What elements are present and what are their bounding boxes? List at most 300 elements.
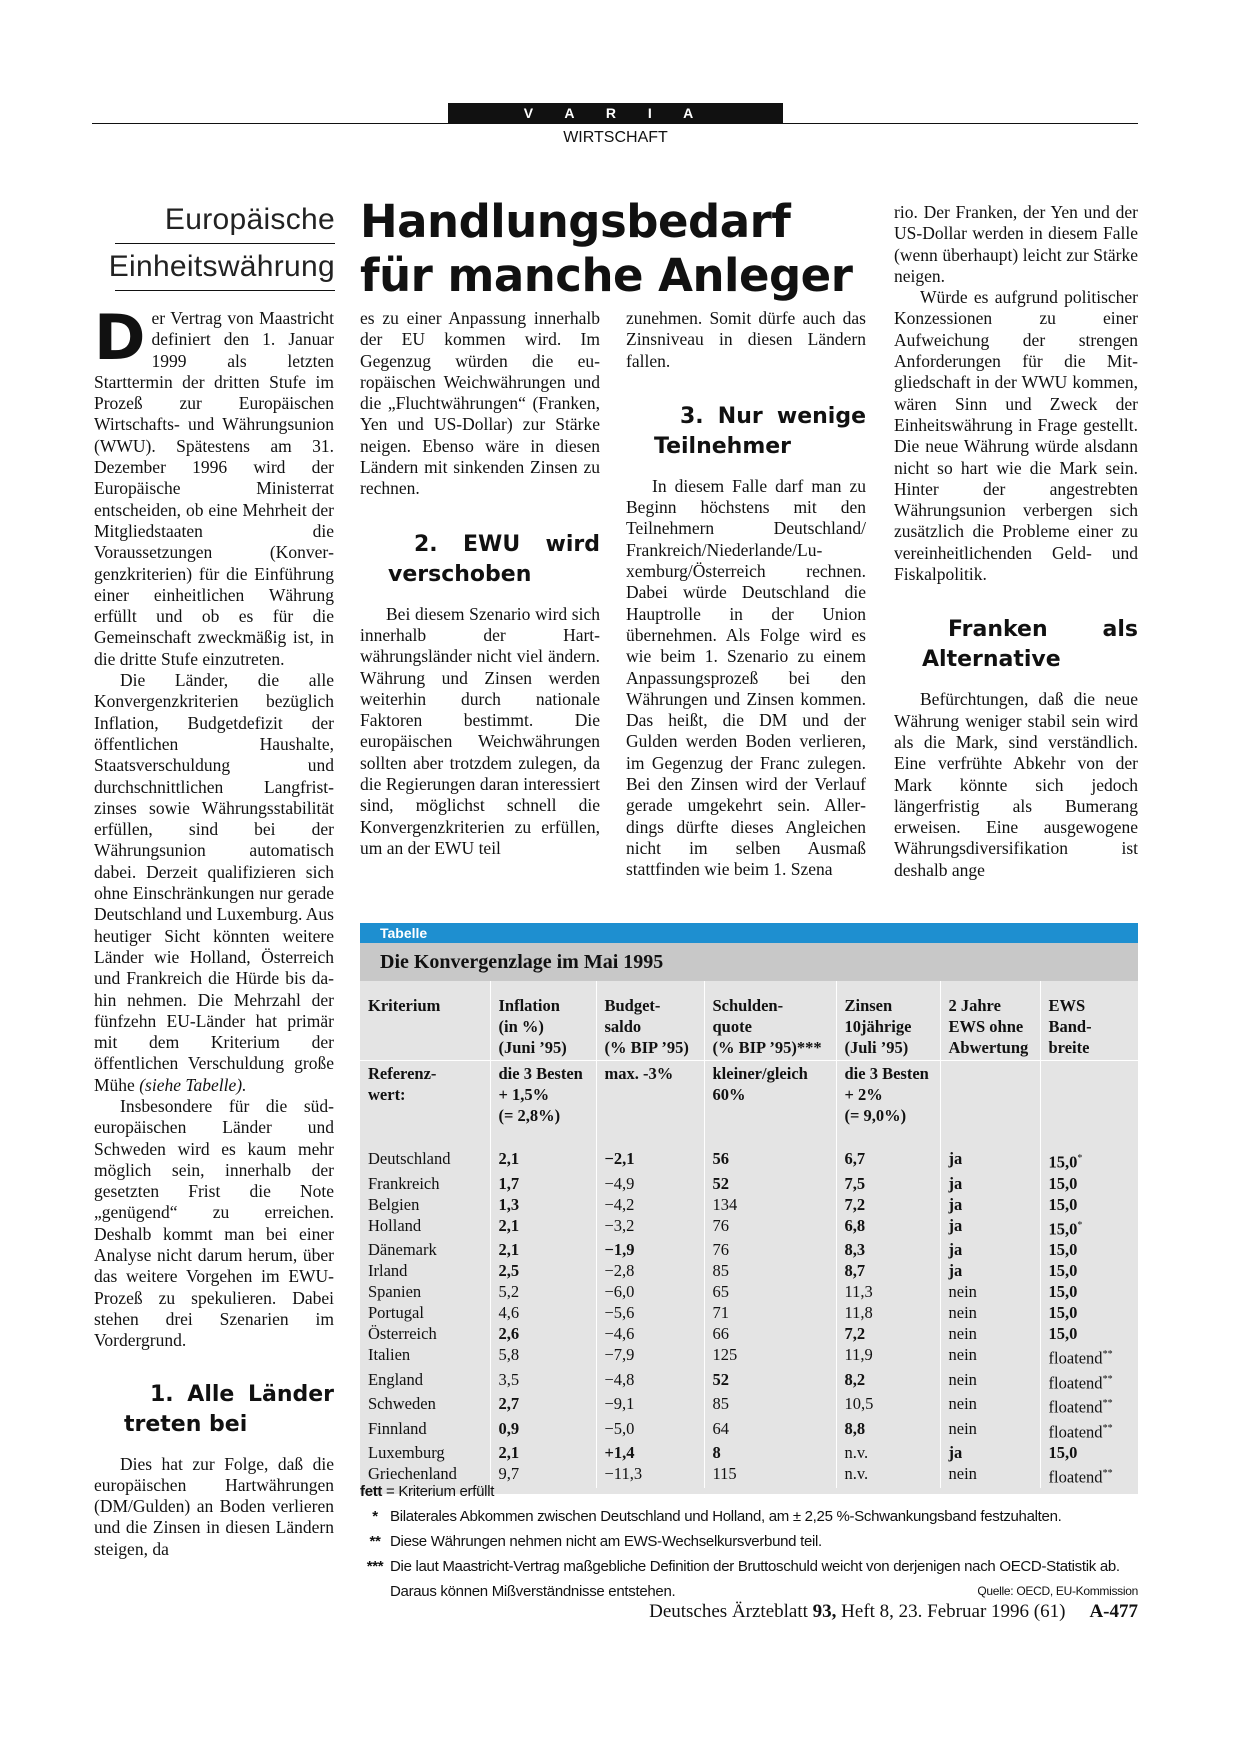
paragraph-continuation-3: rio. Der Franken, der Yen und der US-Dollar werden in diesem Falle (wenn überhaupt) leicht zur Stärke neigen. — [894, 202, 1138, 286]
legend-bold-text: = Kriterium erfüllt — [382, 1483, 495, 1500]
cell-value: 8 — [712, 1443, 721, 1462]
table-header-text: EWS ohne — [948, 1017, 1024, 1036]
cell-value: England — [368, 1369, 423, 1389]
table-header-cell — [836, 981, 940, 1061]
cell-value: −3,2 — [604, 1215, 635, 1235]
table-header-text: EWS — [1048, 996, 1086, 1015]
journal-issue: Heft 8, 23. Februar 1996 (61) — [836, 1601, 1066, 1622]
footnote — [360, 1554, 1138, 1579]
article-column-4 — [894, 202, 1138, 881]
table-cell — [836, 1344, 940, 1369]
cell-value: 10,5 — [844, 1394, 874, 1413]
table-reference-row-cell — [940, 1061, 1040, 1149]
table-row — [360, 1281, 1138, 1302]
kicker-line-2: Einheitswährung — [108, 250, 335, 283]
table-cell — [704, 1302, 836, 1323]
table-cell — [1040, 1215, 1138, 1240]
table-cell — [704, 1260, 836, 1281]
paragraph-scenario-3: In diesem Falle darf man zu Beginn höchstens mit den Teilnehmern Deutschland/ Frankreich/Niederlande/Luxemburg/Österreich rechnen. Dabei würde Deutschland die Hauptrolle in der Union übernehmen. Als Folge wird es wie beim 1. Szenario zu einem Anpassungsprozeß bei den Währungen und Zinsen kommen. Das heißt, die DM und der Gulden werden Boden verlieren, im Gegenzug der Franc zulegen. Bei den Zinsen wird der Verlauf gerade umgekehrt sein. Allerdings dürfte dieses Angleichen nicht im selben Ausmaß stattfinden wie beim 1. Szena — [626, 475, 866, 880]
table-header — [360, 981, 1138, 1061]
table-cell — [490, 1442, 596, 1463]
paragraph-intro — [94, 301, 334, 670]
cell-value: 52 — [712, 1369, 729, 1389]
cell-value: 15,0 — [1048, 1324, 1078, 1343]
cell-value: 15,0 — [1048, 1152, 1078, 1172]
country-name — [360, 1302, 490, 1323]
cell-value: 2,1 — [498, 1443, 520, 1462]
cell-value: 8,7 — [844, 1261, 866, 1280]
table-reference-row-text: Referenz- — [368, 1064, 437, 1083]
cell-value: −7,9 — [604, 1345, 635, 1364]
cell-value: Spanien — [368, 1282, 422, 1301]
table-notes — [360, 1479, 1138, 1604]
table-cell — [596, 1239, 704, 1260]
cell-value: ja — [948, 1443, 963, 1462]
journal-volume: 93, — [812, 1601, 837, 1622]
table-row — [360, 1323, 1138, 1344]
table-cell — [836, 1323, 940, 1344]
cell-value: 1,3 — [498, 1194, 520, 1214]
footnote-mark: * — [372, 1508, 378, 1525]
table-header-cell — [940, 981, 1040, 1061]
table-cell — [1040, 1323, 1138, 1344]
cell-value: Italien — [368, 1345, 411, 1364]
table-cell — [940, 1323, 1040, 1344]
country-name — [360, 1344, 490, 1369]
footnote-text: Diese Währungen nehmen nicht am EWS-Wechselkursverbund teil. — [390, 1533, 822, 1550]
cell-value: 6,8 — [844, 1215, 866, 1235]
table-cell — [1040, 1393, 1138, 1418]
cell-value: 15,0 — [1048, 1443, 1078, 1462]
cell-value: Portugal — [368, 1303, 424, 1322]
table-cell — [940, 1194, 1040, 1215]
country-name — [360, 1323, 490, 1344]
table-cell — [490, 1260, 596, 1281]
table-header-text: saldo — [604, 1017, 642, 1036]
cell-value: floatend — [1048, 1348, 1103, 1368]
country-name — [360, 1260, 490, 1281]
table-cell — [704, 1148, 836, 1173]
cell-value: floatend — [1048, 1373, 1103, 1392]
table-source: Quelle: OECD, EU-Kommission — [977, 1584, 1138, 1598]
cell-value: 5,8 — [498, 1345, 520, 1364]
headline-line-1: Handlungsbedarf — [360, 195, 791, 248]
country-name — [360, 1239, 490, 1260]
kicker-line-1: Europäische — [164, 203, 335, 236]
cell-value: 8,3 — [844, 1240, 866, 1259]
table-cell — [1040, 1302, 1138, 1323]
cell-value: 9,7 — [498, 1464, 520, 1483]
paragraph-intro-text: er Vertrag von Maastricht definiert den 1. Januar 1999 als letzten Starttermin der dritten Stufe im Prozeß zur Europäischen Wirtschafts- und Währungsunion (WWU). Spätestens am 31. Dezember 1996 wird der Europäische Ministerrat entscheiden, ob eine Mehrheit der Mitgliedstaaten die Voraussetzungen (Konvergenzkriterien) für die Einführung einer einheitlichen Währung erfüllt und ob es für die Gemeinschaft zweckmäßig ist, in die dritte Stufe einzutreten. — [94, 308, 334, 669]
table-row — [360, 1148, 1138, 1173]
headline-line-2: für manche Anleger — [360, 249, 853, 302]
table-cell — [940, 1344, 1040, 1369]
table-header-text: (% BIP ’95) — [604, 1038, 689, 1057]
table-cell — [596, 1173, 704, 1194]
footnote-marker: * — [1077, 1219, 1083, 1231]
table-cell — [704, 1418, 836, 1443]
table-reference-row-cell — [360, 1061, 490, 1149]
table-cell — [490, 1302, 596, 1323]
table-cell — [596, 1302, 704, 1323]
legend-bold — [360, 1479, 1138, 1504]
footnote-text: Daraus können Mißverständnisse entstehen. — [390, 1583, 676, 1600]
table-cell — [836, 1369, 940, 1394]
table-header-cell — [704, 981, 836, 1061]
table-cell — [596, 1442, 704, 1463]
country-name — [360, 1281, 490, 1302]
paragraph-continuation-2: zunehmen. Somit dürfe auch das Zinsniveau in diesen Ländern fallen. — [626, 308, 866, 371]
cell-value: nein — [948, 1464, 977, 1483]
cell-value: −2,8 — [604, 1261, 635, 1280]
cell-value: nein — [948, 1394, 977, 1413]
footnote-marker: ** — [1102, 1373, 1113, 1385]
cell-value: −4,6 — [604, 1324, 635, 1343]
table-cell — [940, 1173, 1040, 1194]
cell-value: ja — [948, 1173, 963, 1193]
cell-value: −6,0 — [604, 1282, 635, 1301]
table-cell — [490, 1239, 596, 1260]
cell-value: 5,2 — [498, 1282, 520, 1301]
table-cell — [940, 1418, 1040, 1443]
table-cell — [596, 1344, 704, 1369]
table-header-cell — [490, 981, 596, 1061]
table-header-cell — [596, 981, 704, 1061]
table-cell — [836, 1302, 940, 1323]
table-cell — [490, 1281, 596, 1302]
table-cell — [836, 1418, 940, 1443]
table-header-text: Inflation — [498, 996, 560, 1015]
table-cell — [1040, 1260, 1138, 1281]
cell-value: −4,9 — [604, 1173, 635, 1193]
table-cell — [704, 1173, 836, 1194]
cell-value: Dänemark — [368, 1240, 437, 1259]
cell-value: 85 — [712, 1261, 729, 1280]
cell-value: 8,8 — [844, 1418, 866, 1438]
cell-value: 2,6 — [498, 1324, 520, 1343]
table-cell — [490, 1369, 596, 1394]
table-header-text: breite — [1048, 1038, 1090, 1057]
article-column-2 — [360, 308, 600, 859]
table-reference: (siehe Tabelle). — [139, 1074, 247, 1095]
paragraph-countries — [94, 670, 334, 1096]
table-reference-row-cell — [490, 1061, 596, 1149]
table-cell — [940, 1260, 1040, 1281]
table-cell — [1040, 1418, 1138, 1443]
table-reference-row-text: die 3 Besten — [844, 1064, 929, 1083]
table-header-text: Budget- — [604, 996, 661, 1015]
table-cell — [596, 1418, 704, 1443]
table-cell — [836, 1393, 940, 1418]
table-header-text: Band- — [1048, 1017, 1092, 1036]
table-cell — [490, 1194, 596, 1215]
cell-value: Holland — [368, 1215, 422, 1235]
table-header-text: Zinsen — [844, 996, 893, 1015]
footnote-marker: ** — [1102, 1349, 1113, 1360]
kicker-rule-1 — [115, 243, 335, 244]
section-banner: V A R I A — [448, 103, 783, 123]
article-column-1 — [94, 301, 334, 1560]
table-cell — [836, 1215, 940, 1240]
journal-name: Deutsches Ärzteblatt — [649, 1601, 813, 1622]
table-cell — [836, 1173, 940, 1194]
table-cell — [1040, 1173, 1138, 1194]
table-reference-row-text: (= 2,8%) — [498, 1106, 561, 1125]
table-header-text: 10jährige — [844, 1017, 912, 1036]
table-header-text: quote — [712, 1017, 752, 1036]
drop-cap: D — [94, 301, 146, 374]
cell-value: ja — [948, 1149, 963, 1168]
footnote-text: Die laut Maastricht-Vertrag maßgebliche Definition der Bruttoschuld weicht von derjenigen nach OECD-Statistik ab. — [390, 1558, 1120, 1575]
table-reference-row-cell — [596, 1061, 704, 1149]
country-name — [360, 1194, 490, 1215]
table-reference-row-text: (= 9,0%) — [844, 1106, 907, 1125]
table-reference-row-text: die 3 Besten — [498, 1064, 583, 1083]
table-reference-row-text: kleiner/gleich — [712, 1064, 808, 1083]
table-cell — [940, 1369, 1040, 1394]
table-reference-row-cell — [704, 1061, 836, 1149]
table-cell — [940, 1442, 1040, 1463]
cell-value: 52 — [712, 1173, 729, 1193]
cell-value: 56 — [712, 1149, 729, 1168]
cell-value: 71 — [712, 1303, 729, 1322]
table-cell — [596, 1194, 704, 1215]
cell-value: −9,1 — [604, 1394, 635, 1413]
table-row — [360, 1369, 1138, 1394]
table-cell — [704, 1344, 836, 1369]
header-rule — [92, 123, 1138, 124]
table-cell — [1040, 1239, 1138, 1260]
cell-value: −5,6 — [604, 1303, 635, 1322]
table-row — [360, 1393, 1138, 1418]
table-cell — [596, 1281, 704, 1302]
table-reference-row-text: + 1,5% — [498, 1085, 550, 1104]
cell-value: 11,3 — [844, 1282, 873, 1301]
subhead-scenario-2: 2. EWU wird verschoben — [388, 531, 600, 587]
paragraph-south: Insbesondere für die südeuropäischen Länder und Schweden wird es kaum mehr möglich sein, innerhalb der gesetzten Frist die Note „genügend“ zu erreichen. Deshalb kommt man bei einer Analyse nicht darum herum, über das weitere Vorgehen im EWU-Prozeß zu spekulieren. Dabei stehen drei Szenarien im Vordergrund. — [94, 1095, 334, 1351]
table-title: Die Konvergenzlage im Mai 1995 — [360, 943, 1138, 981]
cell-value: 3,5 — [498, 1369, 520, 1389]
cell-value: floatend — [1048, 1422, 1103, 1441]
article-column-3 — [626, 308, 866, 881]
table-cell — [596, 1148, 704, 1173]
table-row — [360, 1442, 1138, 1463]
table-cell — [940, 1148, 1040, 1173]
page-footer — [649, 1601, 1138, 1623]
cell-value: 7,5 — [844, 1173, 866, 1193]
cell-value: 8,2 — [844, 1369, 866, 1389]
table-cell — [704, 1393, 836, 1418]
table-header-text: Abwertung — [948, 1038, 1029, 1057]
cell-value: −2,1 — [604, 1149, 635, 1168]
table-row — [360, 1194, 1138, 1215]
cell-value: 0,9 — [498, 1418, 520, 1438]
footnote-list — [360, 1504, 1138, 1604]
cell-value: ja — [948, 1194, 963, 1214]
table-tag: Tabelle — [360, 923, 1138, 943]
table-cell — [704, 1369, 836, 1394]
table-cell — [704, 1215, 836, 1240]
table-header-text: Kriterium — [368, 996, 441, 1015]
cell-value: −1,9 — [604, 1240, 635, 1259]
cell-value: 125 — [712, 1345, 738, 1364]
table-cell — [490, 1215, 596, 1240]
table-cell — [596, 1369, 704, 1394]
table-header-cell — [360, 981, 490, 1061]
cell-value: 15,0 — [1048, 1261, 1078, 1280]
cell-value: 76 — [712, 1240, 729, 1259]
country-name — [360, 1215, 490, 1240]
table-row — [360, 1260, 1138, 1281]
table-cell — [490, 1393, 596, 1418]
table-cell — [940, 1215, 1040, 1240]
footnote-marker: * — [1077, 1153, 1083, 1164]
table-cell — [490, 1173, 596, 1194]
table-reference-row-cell — [836, 1061, 940, 1149]
subhead-scenario-3: 3. Nur wenige Teilnehmer — [654, 403, 866, 459]
country-name — [360, 1393, 490, 1418]
cell-value: nein — [948, 1369, 977, 1389]
table-cell — [596, 1260, 704, 1281]
cell-value: 15,0 — [1048, 1173, 1078, 1193]
cell-value: 66 — [712, 1324, 729, 1343]
page-number: A-477 — [1089, 1601, 1138, 1622]
table-reference-row-text: wert: — [368, 1085, 406, 1104]
table-cell — [836, 1442, 940, 1463]
table-cell — [836, 1148, 940, 1173]
table-cell — [1040, 1442, 1138, 1463]
cell-value: 2,1 — [498, 1240, 520, 1259]
table-row — [360, 1344, 1138, 1369]
cell-value: Deutschland — [368, 1149, 451, 1168]
table-cell — [704, 1194, 836, 1215]
table-rows — [360, 981, 1138, 1488]
cell-value: nein — [948, 1303, 977, 1322]
cell-value: 15,0 — [1048, 1219, 1078, 1238]
footnote — [360, 1529, 1138, 1554]
cell-value: Griechenland — [368, 1464, 457, 1483]
cell-value: 6,7 — [844, 1149, 866, 1168]
cell-value: n.v. — [844, 1464, 869, 1483]
country-name — [360, 1418, 490, 1443]
cell-value: 2,5 — [498, 1261, 520, 1280]
table-cell — [1040, 1148, 1138, 1173]
table-cell — [704, 1239, 836, 1260]
cell-value: ja — [948, 1215, 963, 1235]
footnote-marker: ** — [1102, 1398, 1113, 1409]
paragraph-concessions: Würde es aufgrund politischer Konzessionen zu einer Aufweichung der strengen Anforderungen für die Mitgliedschaft in der WWU kommen, wären Sinn und Zweck der Einheitswährung in Frage gestellt. Die neue Währung würde alsdann nicht so hart wie die Mark sein. Hinter der angestrebten Währungsunion verbergen sich zusätzlich die Probleme einer zu vereinheitlichenden Geld- und Fiskalpolitik. — [894, 287, 1138, 585]
table-cell — [836, 1194, 940, 1215]
table-row — [360, 1418, 1138, 1443]
cell-value: 7,2 — [844, 1324, 866, 1343]
table-reference-row-text: max. -3% — [604, 1064, 674, 1083]
cell-value: 2,1 — [498, 1215, 520, 1235]
cell-value: Luxemburg — [368, 1443, 445, 1462]
footnote-mark: *** — [366, 1558, 384, 1575]
table-reference-row-text: + 2% — [844, 1085, 883, 1104]
footnote-marker: ** — [1102, 1468, 1113, 1479]
country-name — [360, 1442, 490, 1463]
cell-value: −4,2 — [604, 1194, 635, 1214]
paragraph-franc: Befürchtungen, daß die neue Währung weniger stabil sein wird als die Mark, sind verständlich. Eine verfrühte Abkehr von der Mark könnte sich jedoch längerfristig als Bumerang erweisen. Eine ausgewogene Währungsdiversifikation ist deshalb ange — [894, 689, 1138, 880]
cell-value: Belgien — [368, 1194, 420, 1214]
convergence-table — [360, 923, 1138, 1494]
table-cell — [596, 1215, 704, 1240]
cell-value: −4,8 — [604, 1369, 635, 1389]
cell-value: 115 — [712, 1464, 737, 1483]
table-reference-row-text: 60% — [712, 1085, 746, 1104]
cell-value: +1,4 — [604, 1443, 635, 1462]
cell-value: 76 — [712, 1215, 729, 1235]
cell-value: 4,6 — [498, 1303, 520, 1322]
table-cell — [596, 1323, 704, 1344]
table-header-cell — [1040, 981, 1138, 1061]
subhead-scenario-1: 1. Alle Länder treten bei — [124, 1381, 334, 1437]
table-header-text: (% BIP ’95)*** — [712, 1038, 822, 1057]
table-header-text: (Juli ’95) — [844, 1038, 909, 1057]
table-cell — [1040, 1281, 1138, 1302]
table-cell — [1040, 1194, 1138, 1215]
footnote — [360, 1504, 1138, 1529]
cell-value: 15,0 — [1048, 1303, 1078, 1322]
cell-value: 11,8 — [844, 1303, 873, 1322]
table-cell — [704, 1323, 836, 1344]
cell-value: 65 — [712, 1282, 729, 1301]
table-cell — [490, 1418, 596, 1443]
cell-value: Schweden — [368, 1394, 436, 1413]
table-header-text: 2 Jahre — [948, 996, 1001, 1015]
cell-value: 15,0 — [1048, 1194, 1078, 1214]
cell-value: 1,7 — [498, 1173, 520, 1193]
footnote-marker: ** — [1102, 1422, 1113, 1434]
table-row — [360, 1239, 1138, 1260]
table-cell — [596, 1393, 704, 1418]
cell-value: 134 — [712, 1194, 738, 1214]
table-row — [360, 1215, 1138, 1240]
table-cell — [490, 1344, 596, 1369]
cell-value: nein — [948, 1345, 977, 1364]
cell-value: 7,2 — [844, 1194, 866, 1214]
kicker-rule-2 — [115, 290, 335, 291]
cell-value: 15,0 — [1048, 1282, 1078, 1301]
table-reference-row-cell — [1040, 1061, 1138, 1149]
table-cell — [836, 1281, 940, 1302]
cell-value: nein — [948, 1282, 977, 1301]
cell-value: Irland — [368, 1261, 408, 1280]
table-cell — [940, 1393, 1040, 1418]
cell-value: −11,3 — [604, 1464, 643, 1483]
table-cell — [1040, 1369, 1138, 1394]
table-cell — [490, 1323, 596, 1344]
table-header-text: (in %) — [498, 1017, 544, 1036]
cell-value: 11,9 — [844, 1345, 873, 1364]
cell-value: nein — [948, 1324, 977, 1343]
cell-value: ja — [948, 1261, 963, 1280]
cell-value: Österreich — [368, 1324, 437, 1343]
table-header-text: Schulden- — [712, 996, 784, 1015]
table-cell — [940, 1302, 1040, 1323]
paragraph-countries-text: Die Länder, die alle Konvergenzkriterien bezüglich Inflation, Budgetdefizit der öffentlichen Haushalte, Staatsverschuldung und durchschnittlichen Langfristzinses sowie Währungsstabilität erfüllen, sind bei der Währungsunion automatisch dabei. Derzeit qualifizieren sich ohne Einschränkungen nur gerade Deutschland und Luxemburg. Aus heutiger Sicht könnten weitere Länder wie Holland, Österreich und Frankreich die Hürde bis dahin nehmen. Die Mehrzahl der fünfzehn EU-Länder hat primär mit dem Kriterium der öffentlichen Verschuldung große Mühe — [94, 670, 334, 1095]
table-body — [360, 981, 1138, 1494]
subsection-label: WIRTSCHAFT — [563, 129, 668, 146]
cell-value: floatend — [1048, 1397, 1103, 1417]
cell-value: ja — [948, 1240, 963, 1259]
table-cell — [1040, 1344, 1138, 1369]
cell-value: n.v. — [844, 1443, 869, 1462]
cell-value: 15,0 — [1048, 1240, 1078, 1259]
paragraph-continuation-1: es zu einer Anpassung innerhalb der EU kommen wird. Im Gegenzug würden die europäischen Weichwährungen und die „Fluchtwährungen“ (Franken, Yen und US-Dollar) zur Stärke neigen. Ebenso wäre in diesen Ländern mit sinkenden Zinsen zu rechnen. — [360, 308, 600, 499]
table-cell — [490, 1148, 596, 1173]
